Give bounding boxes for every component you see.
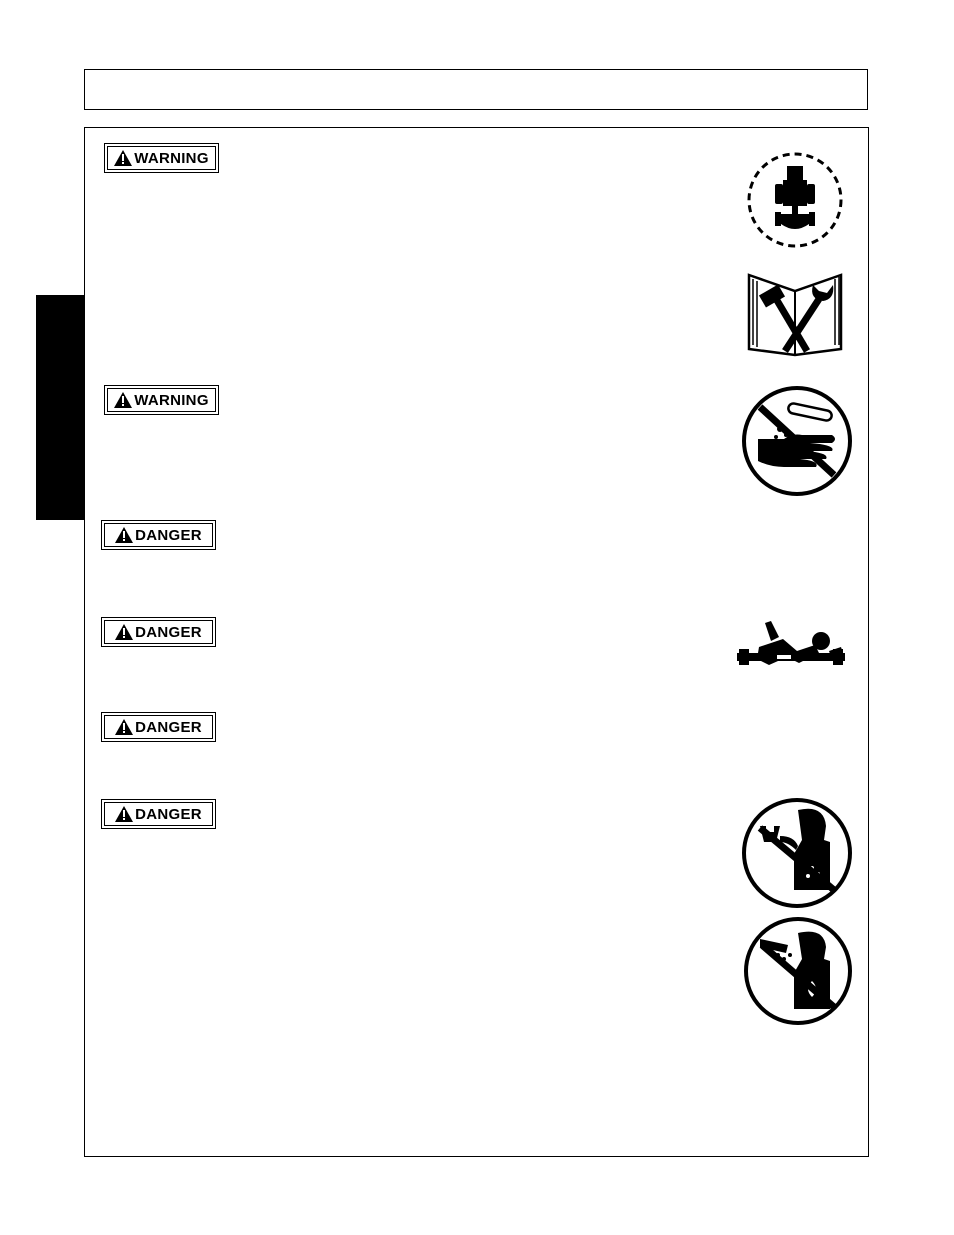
warning-label-1 [104,143,219,173]
signal-word: DANGER [135,805,202,823]
signal-word: WARNING [134,149,209,167]
tractor-zone-icon [745,150,845,250]
section-tab [36,295,84,520]
page-header-box [84,69,868,110]
danger-label-3 [101,712,216,742]
alert-triangle-icon [114,150,132,166]
signal-word: DANGER [135,526,202,544]
signal-word: DANGER [135,623,202,641]
signal-word: WARNING [134,391,209,409]
manual-tools-icon [745,265,847,357]
warning-label-2 [104,385,219,415]
danger-label-4 [101,799,216,829]
alert-triangle-icon [115,806,133,822]
pto-entanglement-icon [735,617,847,677]
alert-triangle-icon [115,527,133,543]
alert-triangle-icon [115,719,133,735]
alert-triangle-icon [115,624,133,640]
no-chemical-hand-icon [740,385,854,497]
alert-triangle-icon [114,392,132,408]
no-poison-spray-icon [742,915,854,1027]
no-poison-drink-icon [740,796,854,910]
danger-label-2 [101,617,216,647]
signal-word: DANGER [135,718,202,736]
danger-label-1 [101,520,216,550]
